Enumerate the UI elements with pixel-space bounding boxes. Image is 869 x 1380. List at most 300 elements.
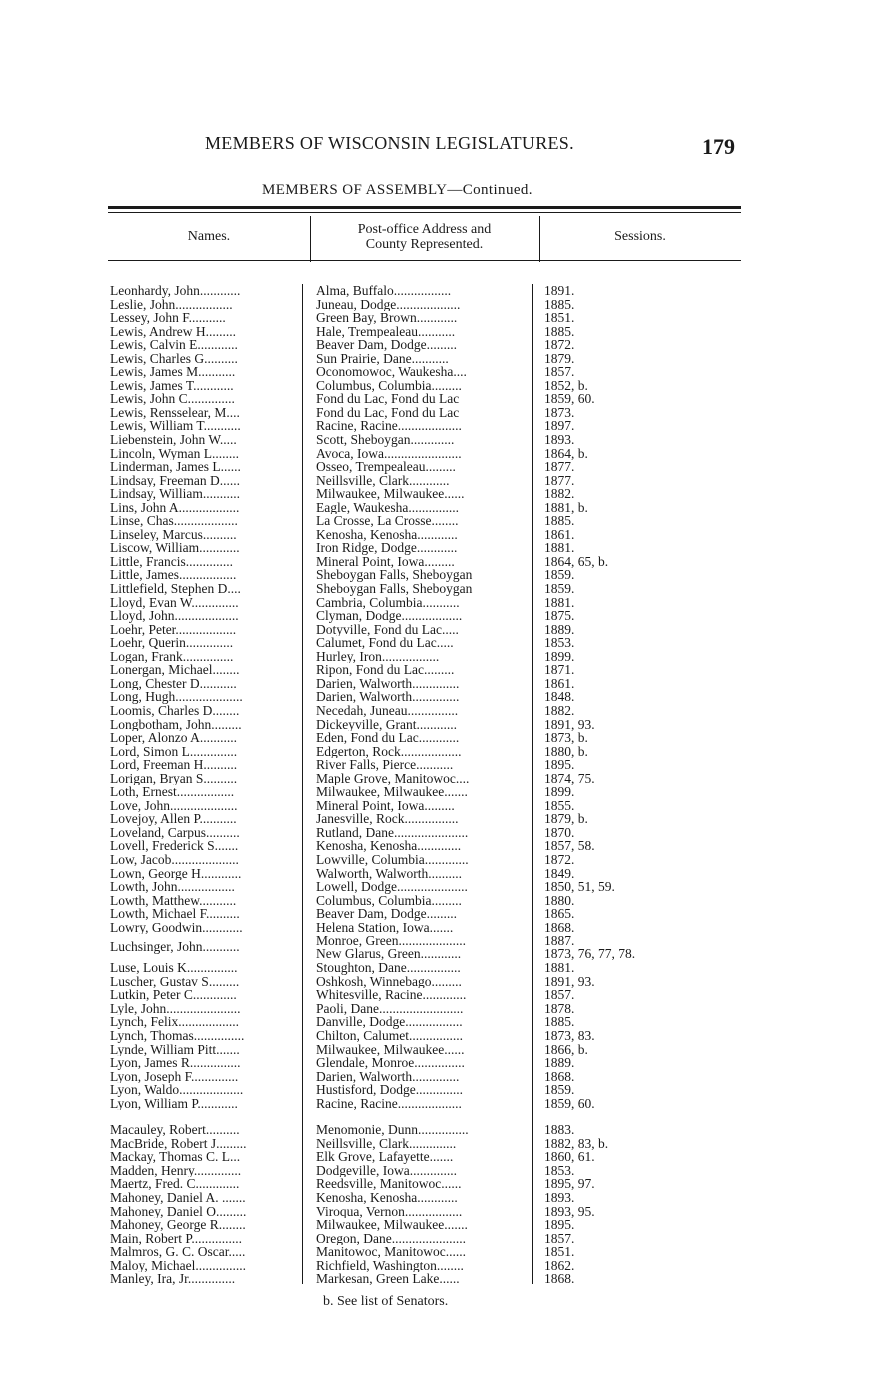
table-row [0, 474, 869, 488]
member-name: Linseley, Marcus.......... [110, 527, 237, 542]
post-office-address: Whitesville, Racine............. [316, 988, 467, 1002]
post-office-address: Hustisford, Dodge.............. [316, 1083, 463, 1097]
member-name: Lewis, James M........... [110, 365, 236, 379]
member-name: Little, Francis.............. [110, 554, 233, 569]
post-office-address: Calumet, Fond du Lac..... [316, 636, 454, 650]
member-name: Mahoney, Daniel O......... [110, 1204, 247, 1219]
sessions: 1893, 95. [544, 1203, 595, 1219]
sessions: 1861. [544, 675, 575, 691]
member-name: Lowth, Michael F.......... [110, 907, 240, 921]
post-office-address: Mineral Point, Iowa......... [316, 554, 455, 569]
post-office-address: Lowville, Columbia............. [316, 852, 469, 867]
member-name: Liscow, William............ [110, 541, 240, 555]
member-name: Loth, Ernest................. [110, 785, 235, 799]
table-row [0, 650, 869, 664]
table-row [0, 677, 869, 691]
post-office-address: Rutland, Dane...................... [316, 825, 469, 840]
table-row [0, 514, 869, 528]
member-name: Maertz, Fred. C............. [110, 1177, 240, 1191]
table-row [0, 298, 869, 312]
table-header-rule [108, 260, 741, 261]
post-office-address: Necedah, Juneau............... [316, 703, 459, 718]
table-row [0, 636, 869, 650]
member-name: Lord, Freeman H.......... [110, 758, 238, 772]
table-row [0, 365, 869, 379]
member-name: Mahoney, Daniel A. ....... [110, 1191, 246, 1205]
sessions: 1857, 58. [544, 838, 595, 854]
sessions: 1851. [544, 1244, 575, 1260]
table-row [0, 867, 869, 881]
table-row [0, 1245, 869, 1259]
sessions: 1895. [544, 757, 575, 773]
sessions: 1857. [544, 987, 575, 1003]
sessions: 1859. [544, 567, 575, 583]
post-office-address: Osseo, Trempealeau......... [316, 460, 456, 474]
member-name: Lynde, William Pitt....... [110, 1042, 240, 1057]
post-office-address: Milwaukee, Milwaukee....... [316, 1218, 468, 1232]
sessions: 1887. [544, 933, 575, 949]
sessions: 1877. [544, 459, 575, 475]
sessions: 1897. [544, 418, 575, 434]
member-name: Mahoney, George R........ [110, 1218, 246, 1232]
table-row [0, 1218, 869, 1232]
member-name: Lessey, John F........... [110, 311, 226, 325]
table-row [0, 1205, 869, 1219]
post-office-address: Manitowoc, Manitowoc...... [316, 1245, 466, 1259]
post-office-address: Dickeyville, Grant............ [316, 717, 457, 732]
table-row [0, 758, 869, 772]
member-name: Loehr, Peter.................. [110, 622, 237, 637]
member-name: Longbotham, John......... [110, 717, 242, 732]
table-row [0, 1123, 869, 1137]
sessions: 1870. [544, 824, 575, 840]
sessions: 1895. [544, 1217, 575, 1233]
member-name: Lorigan, Bryan S.......... [110, 771, 238, 786]
post-office-address: Menomonie, Dunn............... [316, 1123, 469, 1137]
sessions: 1889. [544, 621, 575, 637]
member-name: Luscher, Gustav S......... [110, 974, 240, 989]
sessions: 1885. [544, 1014, 575, 1030]
post-office-address: Oregon, Dane...................... [316, 1231, 466, 1246]
sessions: 1859. [544, 1082, 575, 1098]
sessions: 1851. [544, 310, 575, 326]
post-office-address: Viroqua, Vernon................. [316, 1204, 463, 1219]
post-office-address: Stoughton, Dane................ [316, 961, 461, 975]
table-row [0, 961, 869, 975]
post-office-address: Sheboygan Falls, Sheboygan [316, 568, 473, 583]
member-name: Lewis, Charles G.......... [110, 351, 238, 366]
sessions: 1879. [544, 350, 575, 366]
sessions: 1893. [544, 432, 575, 448]
table-row [0, 921, 869, 935]
table-row [0, 555, 869, 569]
sessions: 1885. [544, 323, 575, 339]
member-name: Macauley, Robert.......... [110, 1123, 240, 1137]
member-name: Lown, George H............ [110, 866, 242, 881]
sessions: 1882, 83, b. [544, 1135, 609, 1151]
table-row [0, 907, 869, 921]
table-row [0, 1150, 869, 1164]
sessions: 1848. [544, 689, 575, 705]
post-office-address: Avoca, Iowa....................... [316, 446, 462, 461]
sessions: 1853. [544, 1162, 575, 1178]
sessions: 1883. [544, 1122, 575, 1138]
sessions: 1873, 83. [544, 1027, 595, 1043]
section-title: MEMBERS OF ASSEMBLY—Continued. [262, 182, 533, 198]
table-row [0, 880, 869, 894]
table-row [0, 785, 869, 799]
sessions: 1891. [544, 283, 575, 298]
member-name: Love, John.................... [110, 798, 238, 813]
member-name: MacBride, Robert J......... [110, 1136, 247, 1151]
post-office-address: Dodgeville, Iowa.............. [316, 1163, 457, 1178]
member-name: Littlefield, Stephen D.... [110, 582, 241, 596]
table-row [0, 338, 869, 352]
sessions: 1852, b. [544, 377, 588, 393]
post-office-address: Alma, Buffalo................. [316, 284, 452, 298]
post-office-address: Beaver Dam, Dodge......... [316, 338, 457, 352]
member-name: Luchsinger, John........... [110, 940, 240, 954]
member-name: Lewis, Andrew H......... [110, 324, 236, 339]
sessions: 1868. [544, 1068, 575, 1084]
post-office-address: River Falls, Pierce........... [316, 758, 454, 772]
sessions: 1872. [544, 851, 575, 867]
sessions: 1857. [544, 1230, 575, 1246]
sessions: 1860, 61. [544, 1149, 595, 1165]
sessions: 1885. [544, 296, 575, 312]
post-office-address: Eden, Fond du Lac............ [316, 731, 460, 745]
sessions: 1873, b. [544, 730, 588, 746]
table-row [0, 1164, 869, 1178]
post-office-address: Helena Station, Iowa....... [316, 920, 454, 935]
sessions: 1874, 75. [544, 770, 595, 786]
table-row [0, 568, 869, 582]
member-name: Lovell, Frederick S....... [110, 839, 239, 853]
post-office-address: Fond du Lac, Fond du Lac [316, 392, 460, 406]
table-row [0, 839, 869, 853]
member-name: Leslie, John................. [110, 297, 233, 312]
post-office-address: Elk Grove, Lafayette....... [316, 1150, 454, 1164]
table-row [0, 1002, 869, 1016]
column-header-post-office-line1: Post-office Address and [357, 222, 492, 237]
table-row [0, 325, 869, 339]
member-name: Maloy, Michael............... [110, 1258, 246, 1273]
table-row [0, 690, 869, 704]
column-header-post-office [312, 222, 537, 252]
sessions: 1850, 51, 59. [544, 879, 615, 895]
member-name: Madden, Henry.............. [110, 1163, 242, 1178]
table-row [0, 623, 869, 637]
member-name: Lord, Simon L.............. [110, 744, 238, 759]
post-office-address: Neillsville, Clark............ [316, 473, 450, 488]
post-office-address: Columbus, Columbia......... [316, 378, 462, 393]
table-row [0, 447, 869, 461]
member-name: Little, James................. [110, 568, 237, 583]
sessions: 1889. [544, 1055, 575, 1071]
post-office-address: Hale, Trempealeau........... [316, 324, 456, 339]
member-name: Leonhardy, John............ [110, 284, 241, 298]
post-office-address: Milwaukee, Milwaukee...... [316, 487, 465, 501]
post-office-address: Edgerton, Rock.................. [316, 744, 462, 759]
table-row [0, 975, 869, 989]
sessions: 1885. [544, 513, 575, 529]
table-row [0, 487, 869, 501]
table-row [0, 528, 869, 542]
post-office-address: Chilton, Calumet................ [316, 1028, 463, 1043]
table-row [0, 419, 869, 433]
table-row [0, 406, 869, 420]
post-office-address: Racine, Racine................... [316, 1096, 462, 1111]
sessions: 1871. [544, 662, 575, 678]
table-row [0, 1232, 869, 1246]
table-row [0, 1272, 869, 1286]
sessions: 1859, 60. [544, 1095, 595, 1111]
footnote: b. See list of Senators. [323, 1294, 449, 1309]
sessions: 1878. [544, 1000, 575, 1016]
table-row [0, 311, 869, 325]
post-office-address: Scott, Sheboygan............. [316, 433, 455, 447]
member-name: Main, Robert P............... [110, 1231, 243, 1246]
sessions: 1875. [544, 608, 575, 624]
members-table-body [0, 284, 869, 1286]
member-name: Lyon, Joseph F.............. [110, 1069, 239, 1084]
member-name: Lynch, Thomas............... [110, 1028, 245, 1043]
table-row [0, 772, 869, 786]
post-office-address: Fond du Lac, Fond du Lac [316, 405, 460, 420]
member-name: Lindsay, William........... [110, 487, 240, 501]
table-row [0, 284, 869, 298]
sessions: 1864, 65, b. [544, 553, 609, 569]
member-name: Long, Chester D........... [110, 676, 237, 691]
post-office-address: Kenosha, Kenosha............ [316, 527, 458, 542]
table-row [0, 433, 869, 447]
post-office-address: Oshkosh, Winnebago......... [316, 974, 462, 989]
post-office-address: Green Bay, Brown............ [316, 311, 458, 325]
table-row [0, 541, 869, 555]
sessions: 1879, b. [544, 811, 588, 827]
post-office-address: Darien, Walworth.............. [316, 1069, 460, 1084]
member-name: Lowth, John................. [110, 880, 235, 894]
sessions: 1899. [544, 648, 575, 664]
member-name: Liebenstein, John W..... [110, 433, 237, 447]
post-office-address: Dotyville, Fond du Lac..... [316, 622, 459, 637]
post-office-address: Oconomowoc, Waukesha.... [316, 365, 467, 379]
table-row [0, 1191, 869, 1205]
table-row [0, 988, 869, 1002]
post-office-address: Cambria, Columbia........... [316, 595, 460, 610]
page-number: 179 [702, 134, 735, 159]
member-name: Loehr, Querin.............. [110, 636, 234, 650]
post-office-address: Juneau, Dodge................... [316, 297, 461, 312]
table-row [0, 894, 869, 908]
post-office-address: Ripon, Fond du Lac......... [316, 663, 455, 677]
member-name: Lutkin, Peter C............. [110, 988, 237, 1002]
table-row [0, 379, 869, 393]
column-header-sessions: Sessions. [614, 229, 666, 244]
table-row [0, 1259, 869, 1273]
column-header-post-office-line2: County Represented. [365, 237, 484, 252]
member-name: Lyon, James R............... [110, 1056, 241, 1070]
sessions: 1895, 97. [544, 1176, 595, 1192]
post-office-address: Richfield, Washington........ [316, 1258, 464, 1273]
table-row [0, 1177, 869, 1191]
table-row [0, 392, 869, 406]
table-row [0, 1137, 869, 1151]
table-row [0, 460, 869, 474]
sessions: 1859, 60. [544, 391, 595, 407]
post-office-address: Janesville, Rock................ [316, 812, 459, 826]
post-office-address: Beaver Dam, Dodge......... [316, 907, 457, 921]
member-name: Loveland, Carpus.......... [110, 825, 240, 840]
table-row [0, 582, 869, 596]
member-name: Lins, John A.................. [110, 500, 240, 515]
sessions: 1880. [544, 892, 575, 908]
member-name: Manley, Ira, Jr.............. [110, 1272, 236, 1286]
member-name: Lonergan, Michael........ [110, 663, 240, 677]
table-row [0, 1015, 869, 1029]
member-name: Lewis, Calvin E............ [110, 338, 238, 352]
post-office-address: Milwaukee, Milwaukee....... [316, 785, 468, 799]
sessions: 1881, b. [544, 499, 588, 515]
post-office-address: Racine, Racine................... [316, 419, 462, 434]
post-office-address: Milwaukee, Milwaukee...... [316, 1042, 465, 1057]
member-name: Malmros, G. C. Oscar..... [110, 1245, 246, 1259]
post-office-address: Sun Prairie, Dane........... [316, 351, 449, 366]
member-name: Lloyd, Evan W.............. [110, 595, 239, 610]
sessions: 1881. [544, 540, 575, 556]
post-office-address: Walworth, Walworth.......... [316, 866, 463, 881]
sessions: 1853. [544, 635, 575, 651]
table-row [0, 1029, 869, 1043]
header-divider-2 [539, 216, 540, 262]
table-row [0, 1043, 869, 1057]
member-name: Lynch, Felix.................. [110, 1015, 239, 1029]
table-row [0, 609, 869, 623]
sessions: 1877. [544, 472, 575, 488]
post-office-address: Columbus, Columbia......... [316, 893, 462, 908]
table-row [0, 812, 869, 826]
table-row [0, 704, 869, 718]
table-row [0, 853, 869, 867]
table-top-rule-thick [108, 206, 741, 209]
sessions: 1866, b. [544, 1041, 588, 1057]
table-row [0, 718, 869, 732]
table-row [0, 826, 869, 840]
post-office-address: Sheboygan Falls, Sheboygan [316, 582, 473, 596]
table-row [0, 934, 869, 961]
member-name: Lewis, Rensselear, M.... [110, 405, 240, 420]
post-office-address: Markesan, Green Lake...... [316, 1272, 460, 1286]
member-name: Lindsay, Freeman D...... [110, 473, 240, 488]
post-office-address: Danville, Dodge................. [316, 1015, 463, 1029]
post-office-address: Glendale, Monroe............... [316, 1056, 465, 1070]
post-office-address: Lowell, Dodge..................... [316, 880, 468, 894]
post-office-address: Neillsville, Clark.............. [316, 1136, 457, 1151]
member-name: Lincoln, Wyman L........ [110, 446, 240, 461]
post-office-address: Paoli, Dane......................... [316, 1001, 464, 1016]
running-head: MEMBERS OF WISCONSIN LEGISLATURES. [205, 133, 574, 153]
member-name: Loomis, Charles D........ [110, 703, 240, 718]
post-office-address: Kenosha, Kenosha............. [316, 839, 462, 853]
sessions: 1868. [544, 1271, 575, 1287]
post-office-address: Monroe, Green.................... [316, 934, 466, 948]
member-name: Loper, Alonzo A........... [110, 731, 237, 745]
member-name: Linderman, James L...... [110, 460, 241, 474]
member-name: Lowry, Goodwin............ [110, 920, 243, 935]
table-row [0, 663, 869, 677]
member-name: Lowth, Matthew........... [110, 893, 237, 908]
sessions: 1891, 93. [544, 716, 595, 732]
post-office-address: Eagle, Waukesha............... [316, 500, 460, 515]
member-name: Logan, Frank............... [110, 649, 234, 664]
sessions: 1849. [544, 865, 575, 881]
post-office-address: Clyman, Dodge.................. [316, 609, 463, 623]
post-office-address: Mineral Point, Iowa......... [316, 798, 455, 813]
post-office-address: Darien, Walworth.............. [316, 676, 460, 691]
table-top-rule-thin [108, 212, 741, 213]
sessions: 1855. [544, 797, 575, 813]
member-name: Lyon, Waldo................... [110, 1083, 244, 1097]
sessions: 1880, b. [544, 743, 588, 759]
sessions: 1864, b. [544, 445, 588, 461]
sessions-2: 1873, 76, 77, 78. [544, 946, 636, 962]
member-name: Lloyd, John................... [110, 609, 239, 623]
table-row [0, 731, 869, 745]
member-name: Linse, Chas................... [110, 514, 238, 528]
table-row [0, 1056, 869, 1070]
table-row [0, 799, 869, 813]
post-office-address-2: New Glarus, Green............ [316, 947, 462, 961]
sessions: 1859. [544, 581, 575, 597]
table-row [0, 501, 869, 515]
sessions: 1899. [544, 784, 575, 800]
sessions: 1882. [544, 486, 575, 502]
table-row [0, 352, 869, 366]
member-name: Luse, Louis K............... [110, 961, 238, 975]
post-office-address: Iron Ridge, Dodge............ [316, 541, 458, 555]
post-office-address: Kenosha, Kenosha............ [316, 1191, 458, 1205]
sessions: 1857. [544, 364, 575, 380]
table-row [0, 745, 869, 759]
sessions: 1872. [544, 337, 575, 353]
table-row [0, 1070, 869, 1084]
sessions: 1862. [544, 1257, 575, 1273]
post-office-address: Maple Grove, Manitowoc.... [316, 771, 470, 786]
member-name: Lewis, William T........... [110, 419, 241, 434]
sessions: 1881. [544, 594, 575, 610]
member-name: Mackay, Thomas C. L... [110, 1150, 241, 1164]
post-office-address: La Crosse, La Crosse........ [316, 514, 459, 528]
sessions: 1861. [544, 526, 575, 542]
member-name: Lovejoy, Allen P........... [110, 812, 237, 826]
sessions: 1893. [544, 1190, 575, 1205]
table-row [0, 1097, 869, 1111]
post-office-address: Darien, Walworth.............. [316, 690, 460, 704]
sessions: 1868. [544, 919, 575, 935]
table-row [0, 596, 869, 610]
member-name: Lyle, John...................... [110, 1001, 241, 1016]
member-name: Low, Jacob.................... [110, 852, 239, 867]
column-header-names: Names. [187, 229, 231, 244]
member-name: Long, Hugh.................... [110, 690, 243, 704]
member-name: Lewis, John C.............. [110, 392, 235, 406]
post-office-address: Hurley, Iron................. [316, 649, 440, 664]
header-divider-1 [310, 216, 311, 262]
sessions: 1891, 93. [544, 973, 595, 989]
sessions: 1881. [544, 960, 575, 976]
post-office-address: Reedsville, Manitowoc...... [316, 1177, 462, 1191]
member-name: Lyon, William P............ [110, 1096, 238, 1111]
